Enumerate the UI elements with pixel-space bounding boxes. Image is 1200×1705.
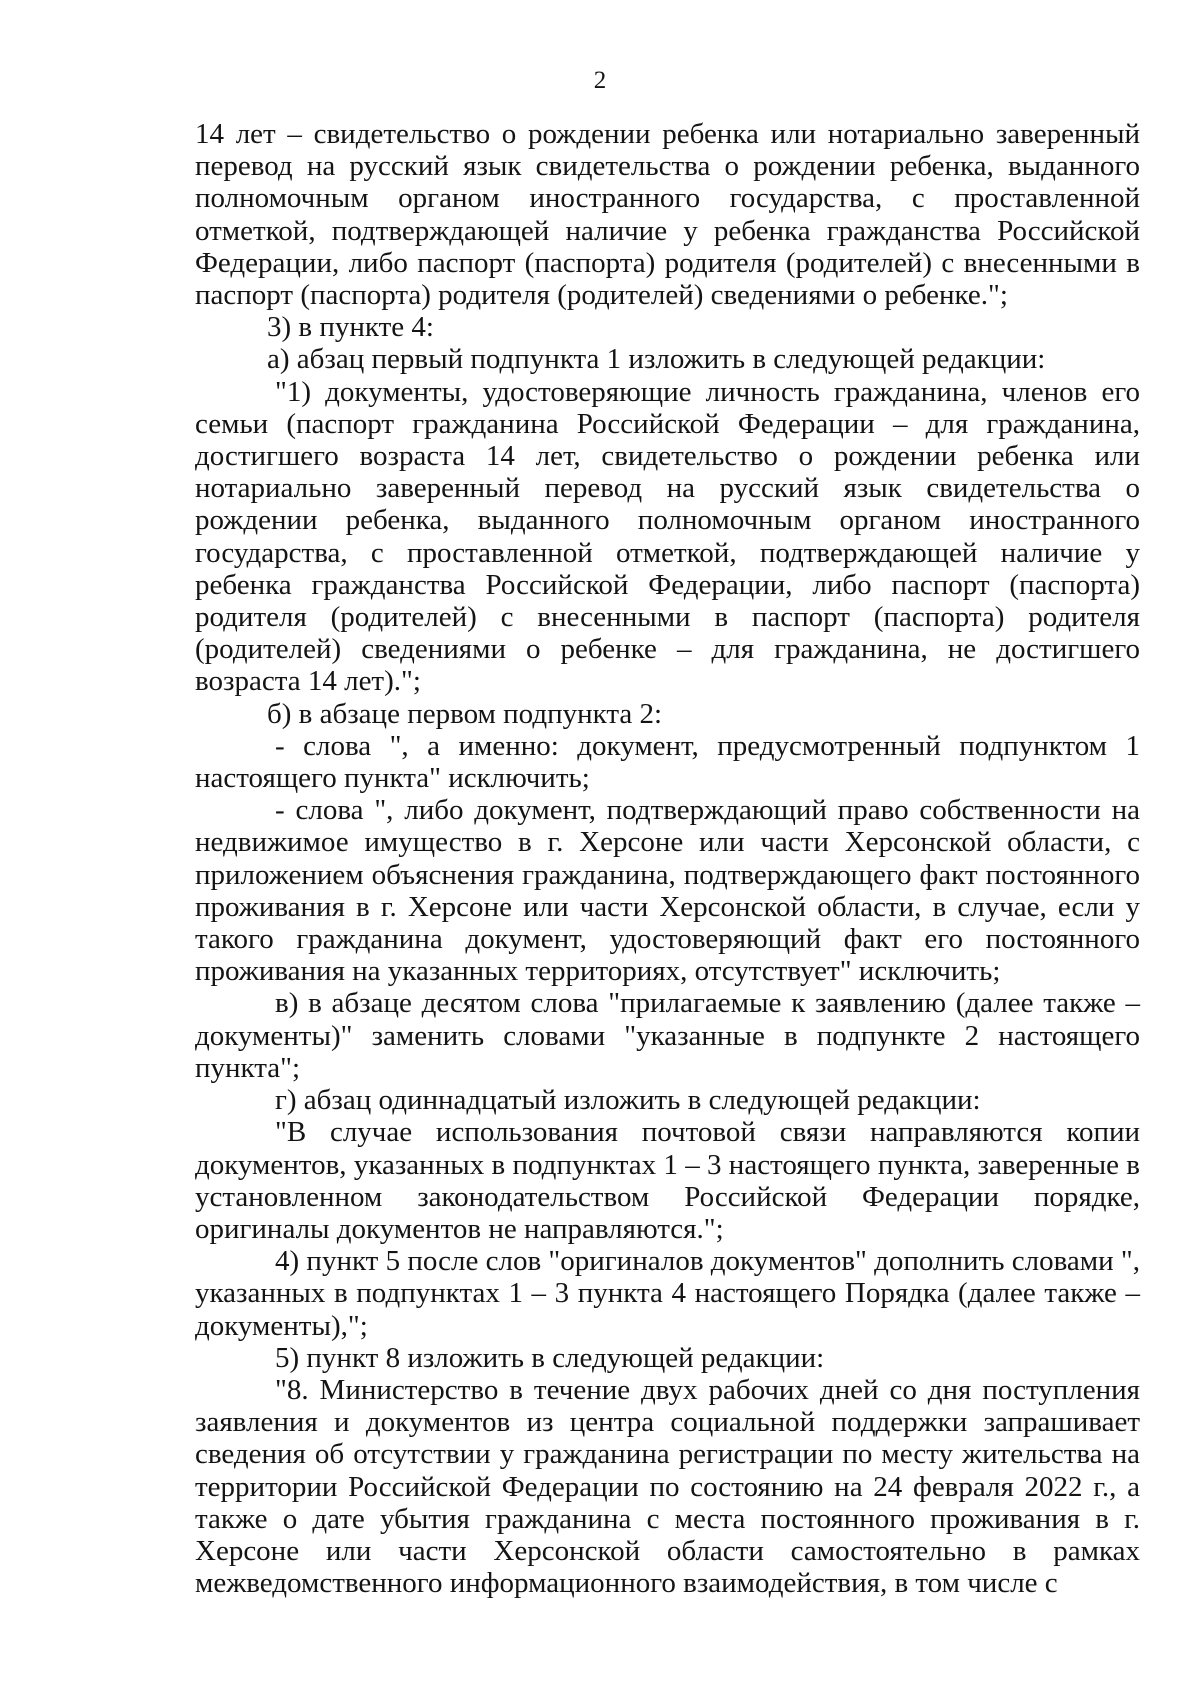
paragraph-quote-2: "В случае использования почтовой связи направляются копии документов, указанных в подпунктах 1 – 3 настоящего пункта, заверенные в установленном законодательством Российской Федерации порядке, оригиналы документов не направляются."; <box>195 1116 1140 1245</box>
paragraph-continuation: 14 лет – свидетельство о рождении ребенка или нотариально заверенный перевод на русский язык свидетельства о рождении ребенка, выданного полномочным органом иностранного государства, с проставленной отметкой, подтверждающей наличие у ребенка гражданства Российской Федерации, либо паспорт (паспорта) родителя (родителей) с внесенными в паспорт (паспорта) родителя (родителей) сведениями о ребенке."; <box>195 118 1140 312</box>
paragraph-quote-1: "1) документы, удостоверяющие личность гражданина, членов его семьи (паспорт гражданина Российской Федерации – для гражданина, достигшего возраста 14 лет, свидетельство о рождении ребенка или нотариально заверенный перевод на русский язык свидетельства о рождении ребенка, выданного полномочным органом иностранного государства, с проставленной отметкой, подтверждающей наличие у ребенка гражданства Российской Федерации, либо паспорт (паспорта) родителя (родителей) с внесенными в паспорт (паспорта) родителя (родителей) сведениями о ребенке – для гражданина, не достигшего возраста 14 лет)."; <box>195 375 1140 698</box>
paragraph-dash-1: - слова ", а именно: документ, предусмотренный подпунктом 1 настоящего пункта" исключить; <box>195 729 1140 795</box>
paragraph-item-3v: в) в абзаце десятом слова "прилагаемые к заявлению (далее также – документы)" заменить словами "указанные в подпункте 2 настоящего пункта"; <box>195 987 1140 1084</box>
paragraph-quote-3: "8. Министерство в течение двух рабочих дней со дня поступления заявления и документов из центра социальной поддержки запрашивает сведения об отсутствии у гражданина регистрации по месту жительства на территории Российской Федерации по состоянию на 24 февраля 2022 г., а также о дате убытия гражданина с места постоянного проживания в г. Херсоне или части Херсонской области самостоятельно в рамках межведомственного информационного взаимодействия, в том числе с <box>195 1373 1140 1600</box>
paragraph-item-3: 3) в пункте 4: <box>267 311 434 344</box>
page-number: 2 <box>593 67 607 94</box>
document-body <box>195 118 1140 1599</box>
paragraph-item-5: 5) пункт 8 изложить в следующей редакции: <box>275 1341 825 1374</box>
paragraph-item-3g: г) абзац одиннадцатый изложить в следующей редакции: <box>275 1084 981 1117</box>
paragraph-item-3a: а) абзац первый подпункта 1 изложить в следующей редакции: <box>267 343 1046 376</box>
paragraph-item-3b: б) в абзаце первом подпункта 2: <box>267 697 663 730</box>
paragraph-dash-2: - слова ", либо документ, подтверждающий право собственности на недвижимое имущество в г. Херсоне или части Херсонской области, с приложением объяснения гражданина, подтверждающего факт постоянного проживания в г. Херсоне или части Херсонской области, в случае, если у такого гражданина документ, удостоверяющий факт его постоянного проживания на указанных территориях, отсутствует" исключить; <box>195 794 1140 988</box>
paragraph-item-4: 4) пункт 5 после слов "оригиналов документов" дополнить словами ", указанных в подпунктах 1 – 3 пункта 4 настоящего Порядка (далее также – документы),"; <box>195 1245 1140 1342</box>
